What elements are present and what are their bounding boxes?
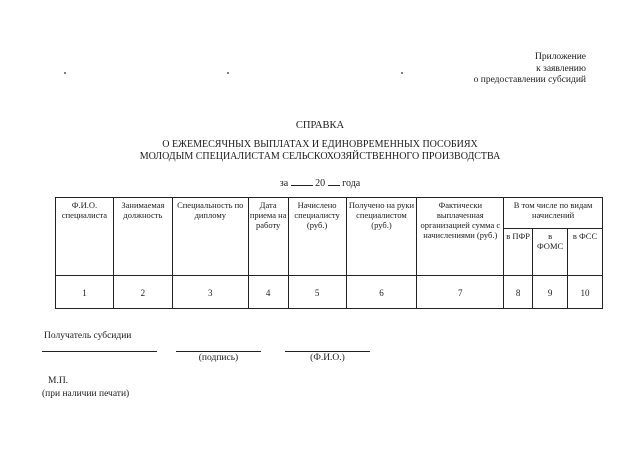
signature-caption: (подпись) (198, 353, 239, 363)
header-cell-fio: Ф.И.О. специалиста (56, 198, 114, 276)
annex-line-2: к заявлению (536, 63, 586, 74)
recipient-label: Получатель субсидии (44, 331, 132, 341)
annex-note (474, 52, 586, 87)
column-number-row (56, 276, 603, 309)
header-cell-received: Получено на руки специалистом (руб.) (346, 198, 417, 276)
column-number: 10 (568, 276, 603, 309)
period-blank-before (291, 176, 313, 186)
scan-speck (401, 72, 403, 74)
header-cell-group: В том числе по видам начислений (504, 198, 603, 229)
column-number: 4 (248, 276, 288, 309)
column-number: 9 (533, 276, 568, 309)
reporting-period (0, 176, 640, 189)
header-cell-hire-date: Дата приема на работу (248, 198, 288, 276)
period-prefix: за (279, 178, 289, 189)
fio-line (285, 351, 370, 352)
subtitle-line-2: МОЛОДЫМ СПЕЦИАЛИСТАМ СЕЛЬСКОХОЗЯЙСТВЕННОГО ПРОИЗВОДСТВА (139, 151, 501, 162)
column-number: 5 (288, 276, 346, 309)
recipient-name-line (42, 351, 157, 352)
payments-table (55, 197, 603, 309)
subtitle-line-1: О ЕЖЕМЕСЯЧНЫХ ВЫПЛАТАХ И ЕДИНОВРЕМЕННЫХ ПОСОБИЯХ (162, 139, 478, 150)
subheader-cell-pfr: в ПФР (504, 229, 533, 276)
period-suffix: года (342, 178, 361, 189)
header-cell-accrued: Начислено специалисту (руб.) (288, 198, 346, 276)
fio-caption: (Ф.И.О.) (310, 353, 345, 363)
document-subtitle (0, 139, 640, 163)
header-cell-paid-total: Фактически выплаченная организацией сумма с начислениями (руб.) (417, 198, 504, 276)
period-blank-after (328, 176, 340, 186)
header-row (56, 198, 603, 229)
annex-line-3: о предоставлении субсидий (473, 75, 586, 85)
column-number: 3 (172, 276, 248, 309)
document-title: СПРАВКА (295, 120, 345, 131)
period-year-prefix: 20 (315, 178, 326, 189)
column-number: 8 (504, 276, 533, 309)
column-number: 6 (346, 276, 417, 309)
column-number: 7 (417, 276, 504, 309)
scan-speck (227, 72, 229, 74)
header-cell-specialty: Специальность по диплому (172, 198, 248, 276)
subheader-cell-fss: в ФСС (568, 229, 603, 276)
annex-line-1: Приложение (535, 52, 586, 62)
column-number: 1 (56, 276, 114, 309)
header-cell-position: Занимаемая должность (113, 198, 172, 276)
signature-line (176, 351, 261, 352)
scan-speck (64, 72, 66, 74)
stamp-label: М.П. (48, 376, 69, 386)
subheader-cell-foms: в ФОМС (533, 229, 568, 276)
column-number: 2 (113, 276, 172, 309)
stamp-note: (при наличии печати) (42, 389, 130, 399)
